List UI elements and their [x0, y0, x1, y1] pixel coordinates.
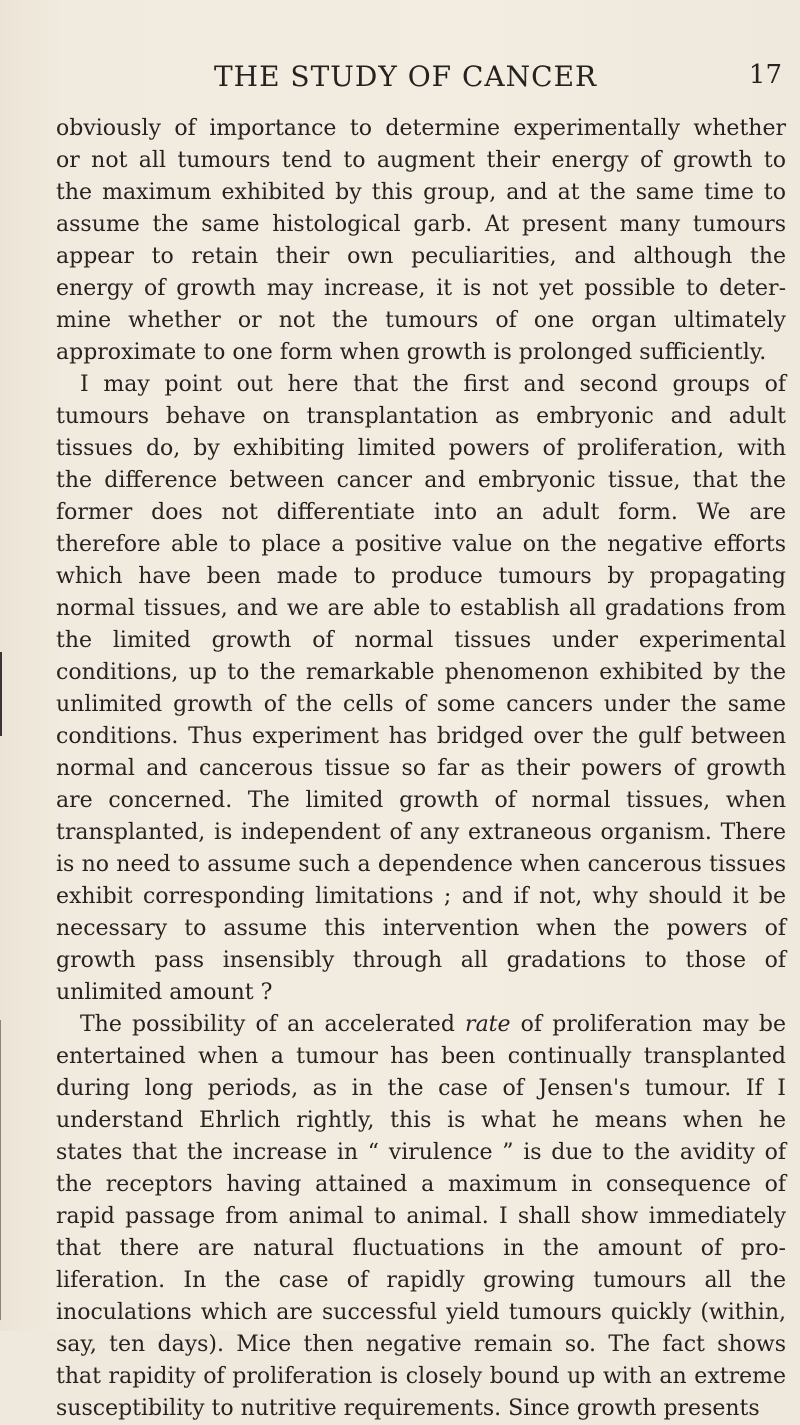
running-title: THE STUDY OF CANCER: [214, 60, 598, 93]
text-line: rapid passage from animal to animal. I shall show immediately: [56, 1204, 786, 1229]
text-line: normal tissues, and we are able to establish all gradations from: [56, 596, 786, 621]
text-line: conditions. Thus experiment has bridged over the gulf between: [56, 724, 786, 749]
text-line: I may point out here that the first and second groups of: [80, 372, 786, 397]
text-line: The possibility of an accelerated rate of proliferation may be: [80, 1012, 786, 1037]
text-line: during long periods, as in the case of Jensen's tumour. If I: [56, 1076, 786, 1101]
text-line: inoculations which are successful yield tumours quickly (within,: [56, 1300, 786, 1325]
body-text: [56, 113, 786, 1425]
margin-rule: [0, 652, 2, 736]
text-line: susceptibility to nutritive requirements. Since growth presents: [56, 1396, 760, 1421]
text-line: liferation. In the case of rapidly growing tumours all the: [56, 1268, 786, 1293]
running-head: [0, 60, 800, 100]
margin-shadow: [0, 1020, 1, 1320]
text-line: understand Ehrlich rightly, this is what he means when he: [56, 1108, 786, 1133]
text-line: states that the increase in “ virulence ” is due to the avidity of: [56, 1140, 786, 1165]
text-line: obviously of importance to determine experimentally whether: [56, 116, 786, 141]
text-line: normal and cancerous tissue so far as their powers of growth: [56, 756, 786, 781]
text-line: appear to retain their own peculiarities, and although the: [56, 244, 786, 269]
text-line: that there are natural fluctuations in the amount of pro-: [56, 1236, 786, 1261]
text-line: unlimited growth of the cells of some cancers under the same: [56, 692, 786, 717]
text-line: assume the same histological garb. At present many tumours: [56, 212, 786, 237]
text-line: therefore able to place a positive value on the negative efforts: [56, 532, 786, 557]
text-line: or not all tumours tend to augment their energy of growth to: [56, 148, 786, 173]
text-line: former does not differentiate into an adult form. We are: [56, 500, 786, 525]
text-line: energy of growth may increase, it is not yet possible to deter-: [56, 276, 786, 301]
text-line: the maximum exhibited by this group, and at the same time to: [56, 180, 786, 205]
text-line: the limited growth of normal tissues under experimental: [56, 628, 786, 653]
text-line: exhibit corresponding limitations ; and if not, why should it be: [56, 884, 786, 909]
text-line: growth pass insensibly through all gradations to those of: [56, 948, 786, 973]
text-line: are concerned. The limited growth of normal tissues, when: [56, 788, 786, 813]
text-line: tumours behave on transplantation as embryonic and adult: [56, 404, 786, 429]
text-line: which have been made to produce tumours by propagating: [56, 564, 786, 589]
emphasis: rate: [465, 1012, 511, 1037]
text-line: mine whether or not the tumours of one organ ultimately: [56, 308, 786, 333]
page-number: 17: [748, 60, 782, 90]
text-line: necessary to assume this intervention when the powers of: [56, 916, 786, 941]
text-line: transplanted, is independent of any extraneous organism. There: [56, 820, 786, 845]
text-line: that rapidity of proliferation is closely bound up with an extreme: [56, 1364, 786, 1389]
text-line: conditions, up to the remarkable phenomenon exhibited by the: [56, 660, 786, 685]
text-line: the difference between cancer and embryonic tissue, that the: [56, 468, 786, 493]
text-line: say, ten days). Mice then negative remain so. The fact shows: [56, 1332, 786, 1357]
text-line: unlimited amount ?: [56, 980, 273, 1005]
text-line: the receptors having attained a maximum in consequence of: [56, 1172, 786, 1197]
text-line: entertained when a tumour has been continually transplanted: [56, 1044, 786, 1069]
text-line: is no need to assume such a dependence when cancerous tissues: [56, 852, 786, 877]
text-line: approximate to one form when growth is prolonged sufficiently.: [56, 340, 767, 365]
text-line: tissues do, by exhibiting limited powers of proliferation, with: [56, 436, 786, 461]
